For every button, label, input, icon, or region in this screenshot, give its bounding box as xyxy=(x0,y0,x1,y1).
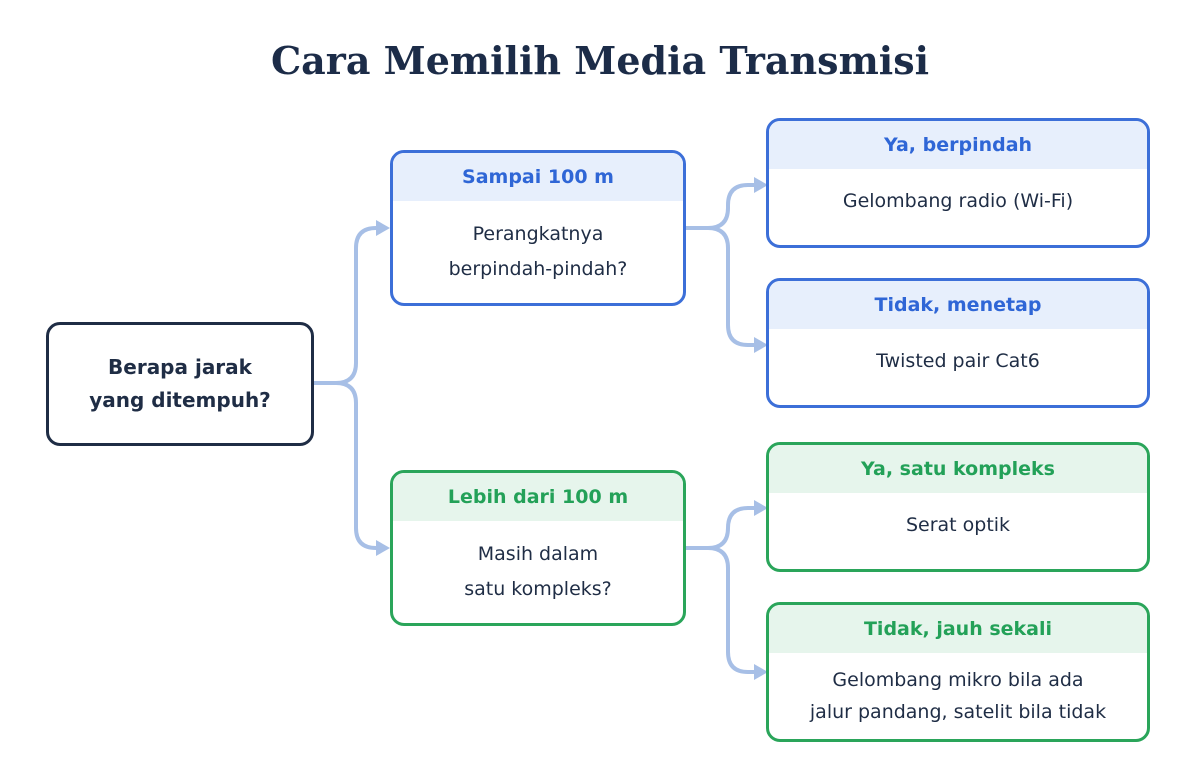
near-branch-question: Perangkatnya berpindah-pindah? xyxy=(448,223,628,280)
far-no-box xyxy=(766,602,1150,742)
far-yes-box xyxy=(766,442,1150,572)
root-question-box xyxy=(46,322,314,446)
arrowhead-near xyxy=(376,220,390,236)
connector-root-to-far xyxy=(314,383,380,548)
near-no-result: Twisted pair Cat6 xyxy=(876,349,1040,372)
near-branch-header: Sampai 100 m xyxy=(393,153,683,201)
far-yes-header: Ya, satu kompleks xyxy=(769,445,1147,493)
far-branch-box xyxy=(390,470,686,626)
near-no-header: Tidak, menetap xyxy=(769,281,1147,329)
far-yes-result: Serat optik xyxy=(905,513,1011,536)
near-yes-header: Ya, berpindah xyxy=(769,121,1147,169)
near-yes-result: Gelombang radio (Wi-Fi) xyxy=(842,189,1074,212)
connector-near-to-yes xyxy=(684,185,756,228)
far-no-header: Tidak, jauh sekali xyxy=(769,605,1147,653)
root-question-text: Berapa jarak yang ditempuh? xyxy=(89,355,271,412)
far-branch-header: Lebih dari 100 m xyxy=(393,473,683,521)
connector-root-to-near xyxy=(314,228,380,383)
diagram-title: Cara Memilih Media Transmisi xyxy=(270,38,930,83)
far-branch-question: Masih dalam satu kompleks? xyxy=(464,543,612,600)
near-no-box xyxy=(766,278,1150,408)
near-branch-box xyxy=(390,150,686,306)
far-no-result: Gelombang mikro bila ada jalur pandang, satelit bila tidak xyxy=(809,669,1107,723)
near-yes-box xyxy=(766,118,1150,248)
connector-far-to-no xyxy=(684,548,756,672)
connector-far-to-yes xyxy=(684,508,756,548)
arrowhead-far xyxy=(376,540,390,556)
connector-near-to-no xyxy=(684,228,756,345)
